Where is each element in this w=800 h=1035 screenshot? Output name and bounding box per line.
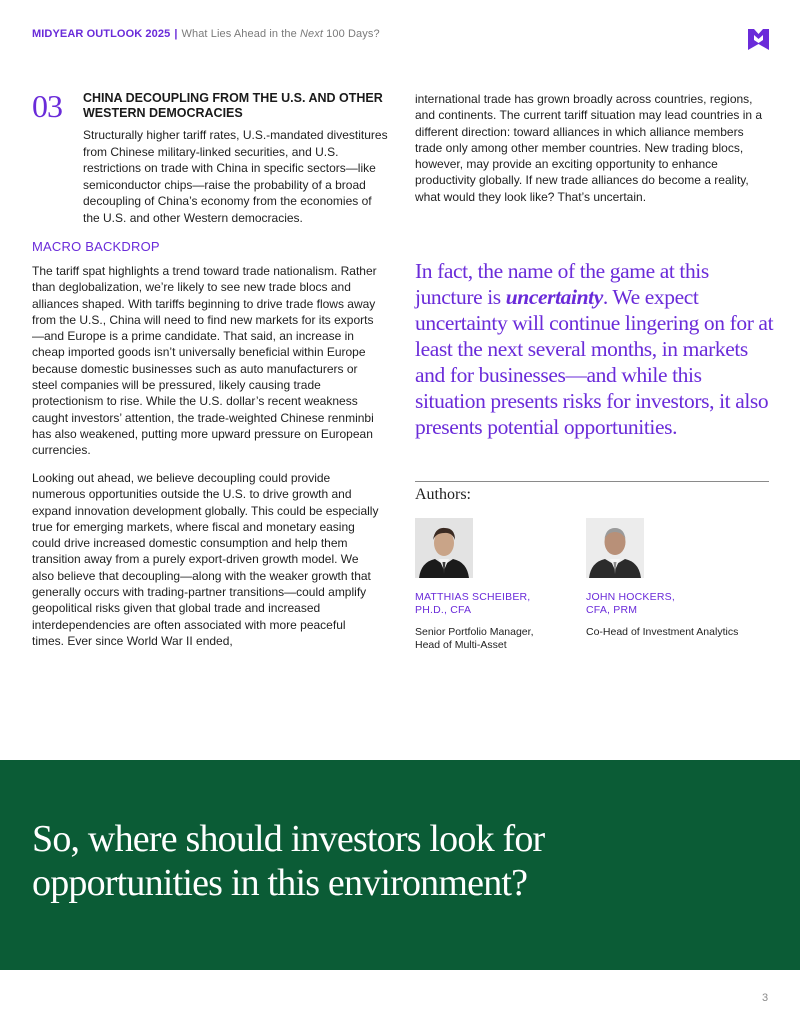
brand-logo-icon	[748, 29, 769, 50]
author-name: JOHN HOCKERS, CFA, PRM	[586, 591, 675, 616]
author-title: Co-Head of Investment Analytics	[586, 626, 739, 638]
author-photo	[586, 518, 644, 578]
macro-paragraph-1: The tariff spat highlights a trend toward trade nationalism. Rather than deglobalization, we’re likely to see new trade blocs and alliances shaped. With tariffs beginning to drive trade flows away from the U.S., China will need to find new markets for its exports—and Europe is a prime candidate. That said, an increase in cheap imported goods isn’t universally beneficial within Europe because domestic businesses such as auto manufacturers or steel companies will be pressured, likely causing trade protectionism to rise. While the U.S. dollar’s recent weakness caught investors’ attention, the trade-weighted Chinese renminbi has also weakened, putting more upward pressure on European currencies.	[32, 264, 377, 458]
pull-quote-emphasis: uncertainty	[505, 285, 603, 309]
author-card	[415, 518, 575, 651]
header-subtitle: What Lies Ahead in the Next 100 Days?	[181, 28, 380, 40]
header-title: MIDYEAR OUTLOOK 2025	[32, 28, 171, 40]
section-body: Structurally higher tariff rates, U.S.-mandated divestitures from Chinese military-linked securities, and U.S. restrictions on trade with China in specific sectors—like semiconductor chips—raise the probability of a broad decoupling of China’s economy from the economies of the U.S. and other Western democracies.	[83, 128, 388, 225]
macro-paragraph-2: Looking out ahead, we believe decoupling could provide numerous opportunities outside the U.S. to drive growth and expand innovation development globally. This could be especially true for emerging markets, where fiscal and monetary easing could drive increased domestic consumption and help them transition away from a purely export-driven growth model. We also believe that decoupling—along with the weaker growth that generally occurs with trading-partner transitions—could amplify geopolitical risks given that global trade and increased interdependencies are often associated with more peaceful times. Ever since World War II ended,	[32, 471, 379, 648]
authors-label: Authors:	[415, 486, 471, 503]
running-header	[32, 28, 380, 40]
author-photo	[415, 518, 473, 578]
authors-divider	[415, 481, 769, 482]
header-separator: |	[174, 28, 178, 40]
closing-banner	[0, 760, 800, 970]
section-title: CHINA DECOUPLING FROM THE U.S. AND OTHER WESTERN DEMOCRACIES	[83, 91, 383, 120]
banner-heading: So, where should investors look for opportunities in this environment?	[32, 818, 545, 904]
author-card	[586, 518, 746, 639]
continued-paragraph: international trade has grown broadly across countries, regions, and continents. The current tariff situation may lead countries in a different direction: toward alliances in which alliance members trade only among other member countries. New trading blocs, however, may provide an exciting opportunity to enhance productivity globally. If new trade alliances do become a reality, what would they look like? That’s uncertain.	[415, 92, 763, 204]
author-name: MATTHIAS SCHEIBER, PH.D., CFA	[415, 591, 531, 616]
author-title: Senior Portfolio Manager, Head of Multi-Asset	[415, 626, 534, 651]
pull-quote: In fact, the name of the game at this juncture is uncertainty. We expect uncertainty will continue lingering on for at least the next several months, in markets and for businesses—and while this situation presents risks for investors, it also presents potential opportunities.	[415, 259, 774, 439]
page-number: 3	[762, 992, 769, 1004]
section-number: 03	[32, 88, 62, 124]
macro-backdrop-heading: MACRO BACKDROP	[32, 239, 160, 254]
